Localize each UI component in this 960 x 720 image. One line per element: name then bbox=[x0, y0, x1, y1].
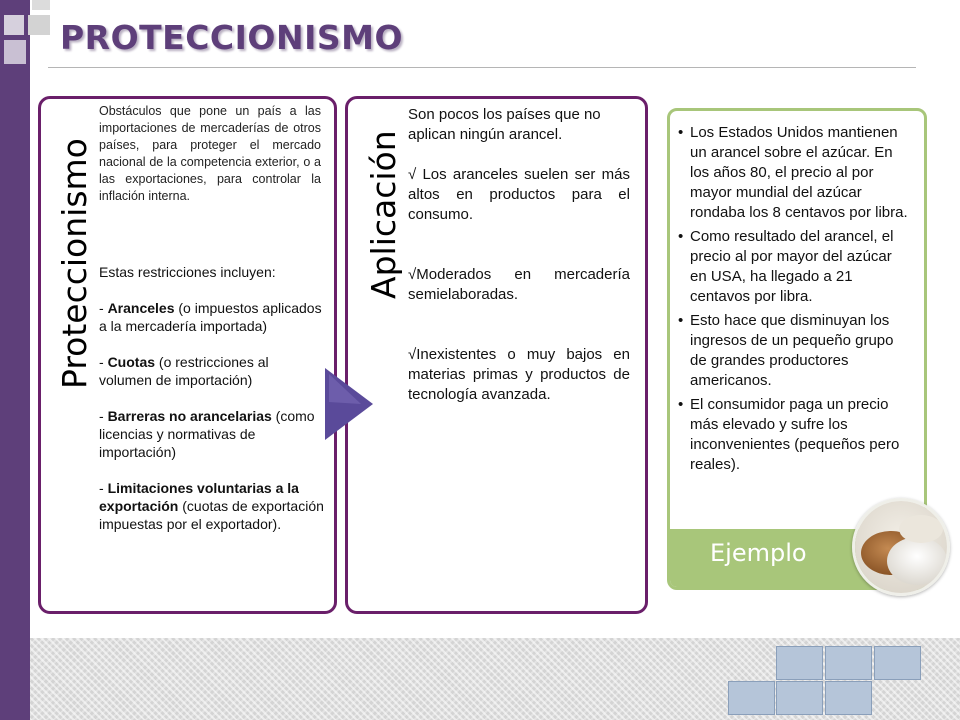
title-divider bbox=[48, 67, 916, 68]
panel-proteccionismo-heading: Proteccionismo bbox=[55, 138, 94, 389]
restriction-item: - Aranceles (o impuestos aplicados a la mercadería importada) bbox=[99, 300, 322, 334]
aplicacion-paragraph: √ Los aranceles suelen ser más altos en productos para el consumo. bbox=[408, 166, 630, 223]
ejemplo-bullets bbox=[676, 123, 912, 479]
ejemplo-label: Ejemplo bbox=[710, 539, 807, 567]
restriction-item: - Limitaciones voluntarias a la exportación (cuotas de exportación impuestas por el exportador). bbox=[99, 480, 324, 532]
arrow-right-icon bbox=[323, 368, 375, 440]
panel-aplicacion-heading: Aplicación bbox=[364, 130, 403, 299]
ejemplo-bullet: • Esto hace que disminuyan los ingresos de un pequeño grupo de grandes productores americanos. bbox=[678, 312, 894, 389]
grid-tile bbox=[874, 646, 921, 680]
sugar-image bbox=[855, 501, 947, 593]
deco-square bbox=[32, 0, 50, 10]
aplicacion-text bbox=[408, 105, 630, 405]
ejemplo-bullet: • Como resultado del arancel, el precio al por mayor del azúcar en USA, ha llegado a 21 centavos por libra. bbox=[678, 228, 894, 305]
panel-proteccionismo bbox=[38, 96, 337, 614]
deco-square bbox=[28, 15, 50, 35]
restriction-item: - Cuotas (o restricciones al volumen de importación) bbox=[99, 354, 269, 388]
ejemplo-bullet: • Los Estados Unidos mantienen un arancel sobre el azúcar. En los años 80, el precio al por mayor mundial del azúcar rondaba los 8 centavos por libra. bbox=[678, 124, 908, 221]
grid-tile bbox=[776, 646, 823, 680]
sugar-photo bbox=[852, 498, 950, 596]
grid-tile bbox=[825, 646, 872, 680]
deco-square bbox=[4, 15, 24, 35]
restrictions-list bbox=[99, 263, 325, 533]
slide-title: PROTECCIONISMO bbox=[60, 18, 404, 57]
aplicacion-paragraph: √Moderados en mercadería semielaboradas. bbox=[408, 266, 630, 303]
ejemplo-bullet: • El consumidor paga un precio más elevado y sufre los inconvenientes (pequeños pero reales). bbox=[678, 396, 900, 473]
aplicacion-paragraph: Son pocos los países que no aplican ningún arancel. bbox=[408, 106, 601, 143]
grid-tile bbox=[825, 681, 872, 715]
aplicacion-paragraph: √Inexistentes o muy bajos en materias primas y productos de tecnología avanzada. bbox=[408, 346, 630, 403]
grid-tile bbox=[728, 681, 775, 715]
restrictions-intro: Estas restricciones incluyen: bbox=[99, 264, 276, 280]
restriction-item: - Barreras no arancelarias (como licencias y normativas de importación) bbox=[99, 408, 315, 460]
proteccionismo-definition: Obstáculos que pone un país a las importaciones de mercaderías de otros países, para proteger el mercado nacional de la competencia exterior, o a las exportaciones, para controlar la inflación interna. bbox=[99, 104, 321, 203]
panel-aplicacion bbox=[345, 96, 648, 614]
deco-square bbox=[4, 40, 26, 64]
left-accent-strip bbox=[0, 0, 30, 720]
grid-tile bbox=[776, 681, 823, 715]
